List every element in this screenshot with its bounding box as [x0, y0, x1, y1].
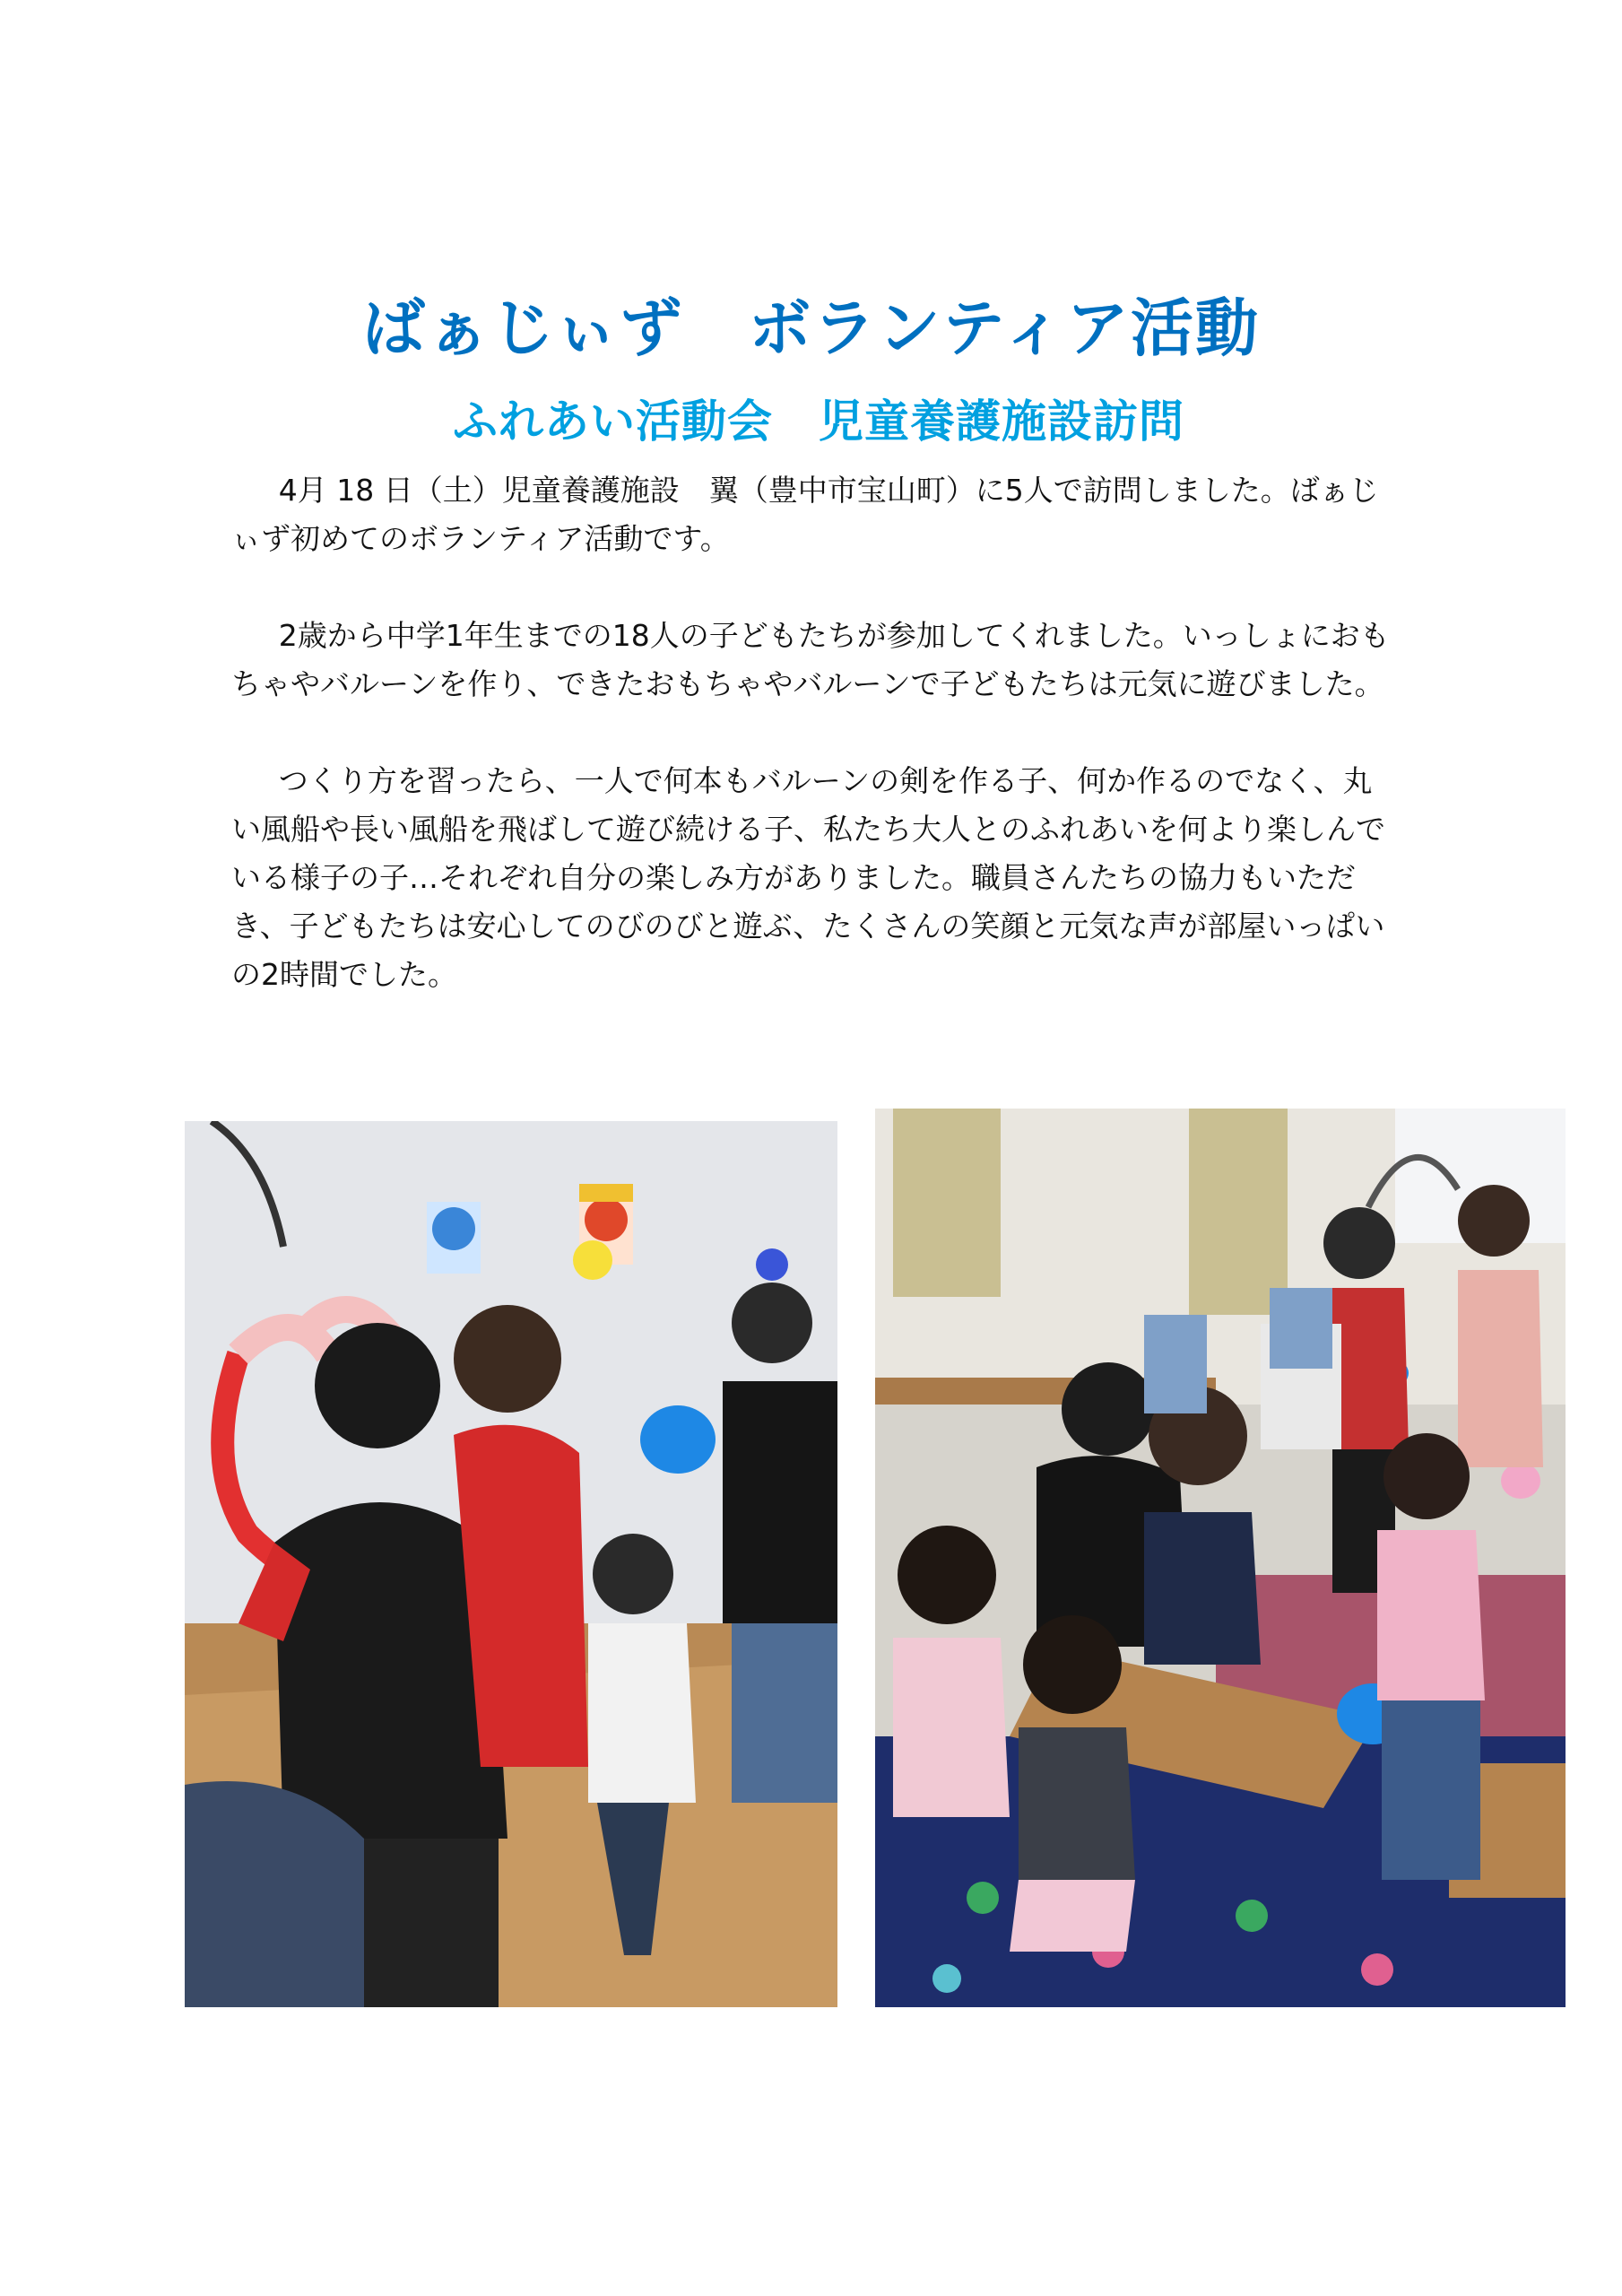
page-subtitle: ふれあい活動会 児童養護施設訪問	[453, 396, 1184, 448]
photo-children-tables-image	[875, 1109, 1566, 2007]
article-body	[231, 466, 1397, 1048]
paragraph-3: つくり方を習ったら、一人で何本もバルーンの剣を作る子、何か作るのでなく、丸い風船や長い風船を飛ばして遊び続ける子、私たち大人とのふれあいを何より楽しんでいる様子の子…それぞれ自分の楽しみ方がありました。職員さんたちの協力もいただき、子どもたちは安心してのびのびと遊ぶ、たくさんの笑顔と元気な声が部屋いっぱいの2時間でした。	[231, 763, 1385, 992]
paragraph-2: 2歳から中学1年生までの18人の子どもたちが参加してくれました。いっしょにおもちゃやバルーンを作り、できたおもちゃやバルーンで子どもたちは元気に遊びました。	[231, 618, 1390, 701]
photo-children-balloons	[185, 1121, 837, 2007]
page-title: ばぁじぃず ボランティア活動	[362, 291, 1260, 365]
photo-children-balloons-image	[185, 1121, 837, 2007]
paragraph-1: 4月 18 日（土）児童養護施設 翼（豊中市宝山町）に5人で訪問しました。ばぁじぃず初めてのボランティア活動です。	[231, 473, 1379, 556]
photo-children-tables	[875, 1109, 1566, 2007]
